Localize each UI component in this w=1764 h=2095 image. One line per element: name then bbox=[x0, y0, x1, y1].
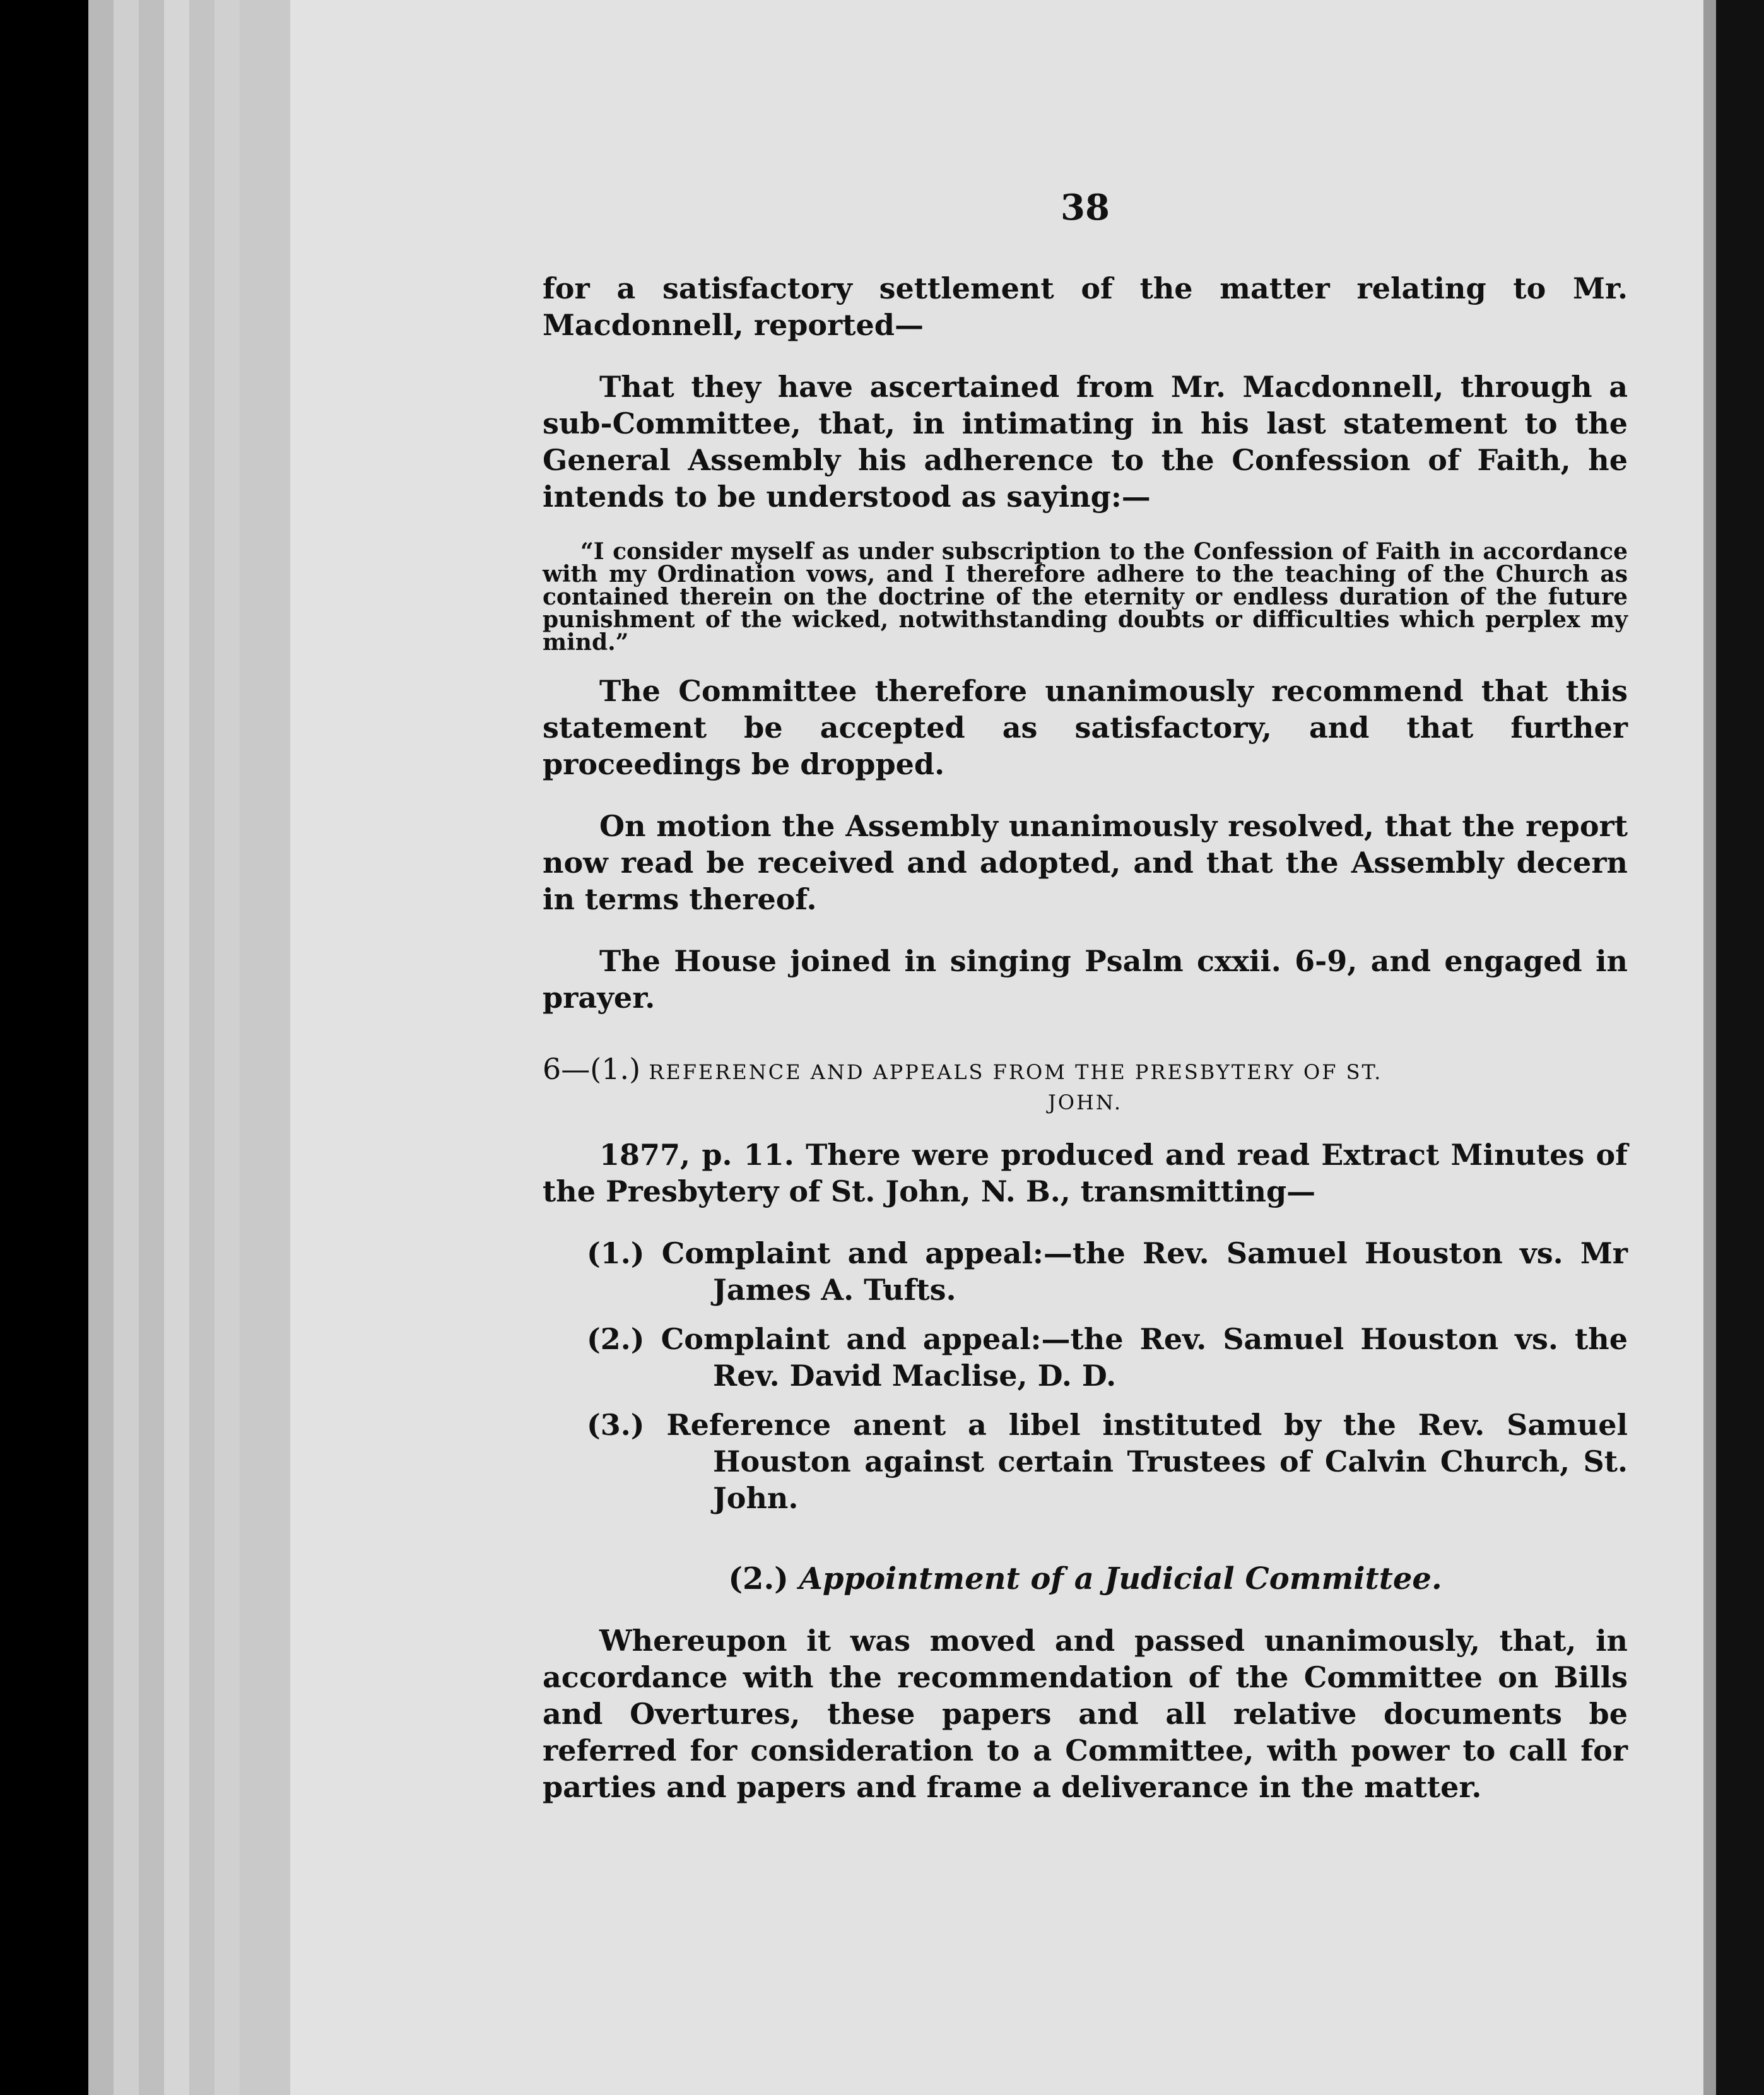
section-title-continued: JOHN. bbox=[1047, 1090, 1123, 1114]
paragraph: The Committee therefore unanimously recommend that this statement be accepted as satisfactory, and that further proceedings be dropped. bbox=[543, 674, 1628, 781]
page-edge bbox=[240, 0, 290, 2095]
scan-border bbox=[1716, 0, 1764, 2095]
paragraph: for a satisfactory settlement of the matter relating to Mr. Macdonnell, reported— bbox=[543, 271, 1628, 342]
page-edge bbox=[88, 0, 114, 2095]
paragraph: 1877, p. 11. There were produced and read Extract Minutes of the Presbytery of St. John, N. B., transmitting— bbox=[543, 1138, 1628, 1208]
list-item bbox=[543, 1407, 1628, 1516]
paragraph: The House joined in singing Psalm cxxii. 6-9, and engaged in prayer. bbox=[543, 944, 1628, 1015]
page-edge bbox=[164, 0, 189, 2095]
list-item bbox=[543, 1235, 1628, 1308]
page-edge bbox=[114, 0, 139, 2095]
list-item-number: (1.) bbox=[587, 1236, 645, 1270]
paragraph: On motion the Assembly unanimously resolved, that the report now read be received and adopted, and that the Assembly decern in terms thereof. bbox=[543, 809, 1628, 916]
list-item-text: Reference anent a libel instituted by the Rev. Samuel Houston against certain Trustees of Calvin Church, St. John. bbox=[666, 1408, 1628, 1515]
paragraph: Whereupon it was moved and passed unanimously, that, in accordance with the recommendation of the Committee on Bills and Overtures, these papers and all relative documents be referred for consideration to a Committee, with power to call for parties and papers and frame a deliverance in the matter. bbox=[543, 1624, 1628, 1804]
subheading bbox=[543, 1561, 1628, 1597]
section-title: REFERENCE AND APPEALS FROM THE PRESBYTERY OF ST. bbox=[649, 1060, 1383, 1084]
list-item-number: (3.) bbox=[587, 1408, 645, 1442]
list-item-number: (2.) bbox=[587, 1322, 645, 1356]
subheading-number: (2.) bbox=[728, 1561, 789, 1596]
list-item-text: Complaint and appeal:—the Rev. Samuel Houston vs. Mr James A. Tufts. bbox=[661, 1236, 1628, 1307]
list-item-text: Complaint and appeal:—the Rev. Samuel Houston vs. the Rev. David Maclise, D. D. bbox=[661, 1322, 1628, 1393]
page-edge bbox=[189, 0, 215, 2095]
page-edge bbox=[215, 0, 240, 2095]
page-text bbox=[543, 189, 1628, 1831]
list-item bbox=[543, 1321, 1628, 1394]
section-heading bbox=[543, 1054, 1628, 1118]
quotation: “I consider myself as under subscription to the Confession of Faith in accordance with my Ordination vows, and I therefore adhere to the teaching of the Church as contained therein on the doctrine of the eternity or endless duration of the future punishment of the wicked, notwithstanding doubts or difficulties which perplex my mind.” bbox=[543, 538, 1628, 656]
subheading-text: Appointment of a Judicial Committee. bbox=[799, 1561, 1442, 1596]
page-edge bbox=[139, 0, 164, 2095]
section-number: 6—(1.) bbox=[543, 1052, 641, 1086]
paragraph: That they have ascertained from Mr. Macdonnell, through a sub-Committee, that, in intimating in his last statement to the General Assembly his adherence to the Confession of Faith, he intends to be understood as saying:— bbox=[543, 370, 1628, 514]
page-number: 38 bbox=[1061, 187, 1110, 228]
